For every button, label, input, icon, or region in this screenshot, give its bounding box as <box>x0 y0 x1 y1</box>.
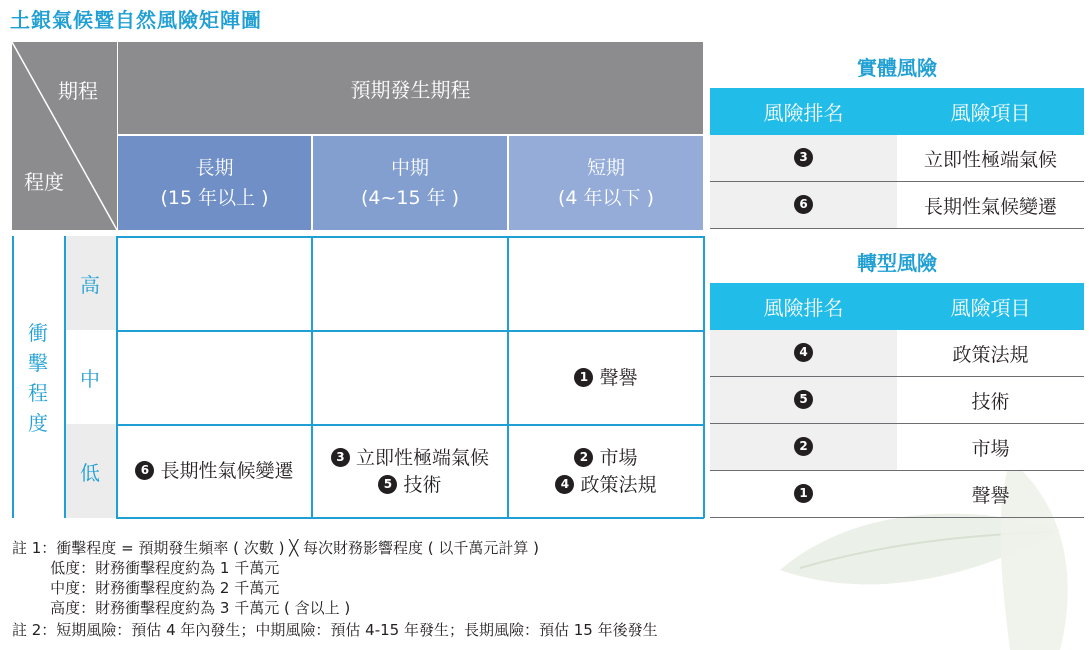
rank-cell <box>710 377 897 423</box>
period-long-sub: (15 年以上 ) <box>160 187 269 209</box>
rank-cell <box>710 471 897 517</box>
matrix-corner <box>12 42 117 230</box>
rank-badge: 5 <box>794 390 813 409</box>
risk-item-text: 長期性氣候變遷 <box>160 460 294 482</box>
level-mid <box>64 330 116 424</box>
cell-low-mid <box>313 426 507 517</box>
period-header-label: 預期發生期程 <box>350 77 471 102</box>
impact-axis-line <box>12 236 14 518</box>
rank-badge: 1 <box>794 484 813 503</box>
rank-cell <box>710 330 897 376</box>
physical-head-rank-label: 風險排名 <box>763 101 844 125</box>
period-short-label: 短期 <box>586 157 625 179</box>
level-low <box>64 424 116 518</box>
period-mid-sub: (4~15 年 ) <box>360 187 460 209</box>
period-mid-label: 中期 <box>390 157 429 179</box>
risk-item-text: 立即性極端氣候 <box>355 446 489 469</box>
period-long-label: 長期 <box>195 157 234 179</box>
period-short-sub: (4 年以下 ) <box>558 187 654 209</box>
item-cell <box>897 182 1084 228</box>
corner-bottom-label: 程度 <box>24 170 64 194</box>
risk-item-text: 政策法規 <box>580 473 657 496</box>
physical-row <box>710 182 1084 229</box>
rank-badge: 2 <box>574 448 593 467</box>
rank-badge: 3 <box>794 148 813 167</box>
grid-h0 <box>116 236 704 238</box>
physical-head-item <box>897 88 1084 135</box>
risk-item-text: 技術 <box>403 473 442 496</box>
risk-item <box>555 472 656 499</box>
risk-item <box>574 365 637 392</box>
cell-low-short <box>509 426 703 517</box>
rank-badge: 6 <box>135 461 154 480</box>
item-cell <box>897 471 1084 517</box>
physical-head-rank <box>710 88 897 135</box>
note-line: 低度：財務衝擊程度約為 1 千萬元 <box>12 559 280 577</box>
note-line: 註 1：衝擊程度 = 預期發生頻率 ( 次數 ) ╳ 每次財務影響程度 ( 以千萬元計算 ) <box>12 539 540 557</box>
physical-risk-title: 實體風險 <box>857 56 937 80</box>
transition-head-rank-label: 風險排名 <box>763 296 844 320</box>
rank-cell <box>710 135 897 181</box>
item-text: 長期性氣候變遷 <box>923 195 1057 218</box>
period-mid <box>313 136 507 230</box>
rank-badge: 4 <box>555 475 574 494</box>
physical-row <box>710 135 1084 182</box>
item-cell <box>897 135 1084 181</box>
grid-v3 <box>703 236 705 518</box>
level-high <box>64 236 116 330</box>
period-header <box>118 42 703 134</box>
level-mid-label: 中 <box>80 366 100 391</box>
rank-badge: 6 <box>794 195 813 214</box>
note-line: 中度：財務衝擊程度約為 2 千萬元 <box>12 579 280 597</box>
rank-cell <box>710 424 897 470</box>
rank-badge: 5 <box>378 475 397 494</box>
transition-head-item-label: 風險項目 <box>950 296 1031 320</box>
note-line: 註 2：短期風險：預估 4 年內發生；中期風險：預估 4-15 年發生；長期風險：預估 15 年後發生 <box>12 621 658 639</box>
item-text: 立即性極端氣候 <box>923 148 1057 171</box>
rank-cell <box>710 182 897 228</box>
item-text: 市場 <box>971 437 1010 460</box>
diagonal-line <box>12 42 117 230</box>
risk-item <box>574 445 637 472</box>
note-line: 高度：財務衝擊程度約為 3 千萬元 ( 含以上 ) <box>12 599 351 617</box>
cell-mid-short <box>509 332 703 424</box>
level-low-label: 低 <box>80 460 100 485</box>
impact-label-text: 衝擊程度 <box>28 321 48 435</box>
grid-h3 <box>116 517 704 519</box>
risk-item-text: 市場 <box>599 446 638 469</box>
transition-head-item <box>897 283 1084 330</box>
transition-row <box>710 424 1084 471</box>
impact-label <box>26 318 50 438</box>
risk-item-text: 聲譽 <box>599 366 638 389</box>
transition-head-rank <box>710 283 897 330</box>
item-text: 技術 <box>971 390 1010 413</box>
cell-low-long <box>118 426 311 517</box>
risk-item <box>378 472 441 499</box>
rank-badge: 4 <box>794 343 813 362</box>
item-cell <box>897 377 1084 423</box>
item-cell <box>897 330 1084 376</box>
item-text: 政策法規 <box>952 343 1029 366</box>
risk-item <box>331 445 489 472</box>
risk-item <box>135 458 293 485</box>
item-text: 聲譽 <box>971 484 1010 507</box>
period-long <box>118 136 311 230</box>
page-title: 土銀氣候暨自然風險矩陣圖 <box>10 8 262 32</box>
transition-risk-title: 轉型風險 <box>857 251 937 275</box>
physical-head-item-label: 風險項目 <box>950 101 1031 125</box>
transition-row <box>710 377 1084 424</box>
level-high-label: 高 <box>80 272 100 297</box>
rank-badge: 2 <box>794 437 813 456</box>
item-cell <box>897 424 1084 470</box>
rank-badge: 3 <box>331 448 350 467</box>
level-left-line <box>64 236 66 518</box>
rank-badge: 1 <box>574 368 593 387</box>
transition-row <box>710 471 1084 518</box>
corner-top-label: 期程 <box>58 79 98 103</box>
period-short <box>509 136 703 230</box>
transition-row <box>710 330 1084 377</box>
